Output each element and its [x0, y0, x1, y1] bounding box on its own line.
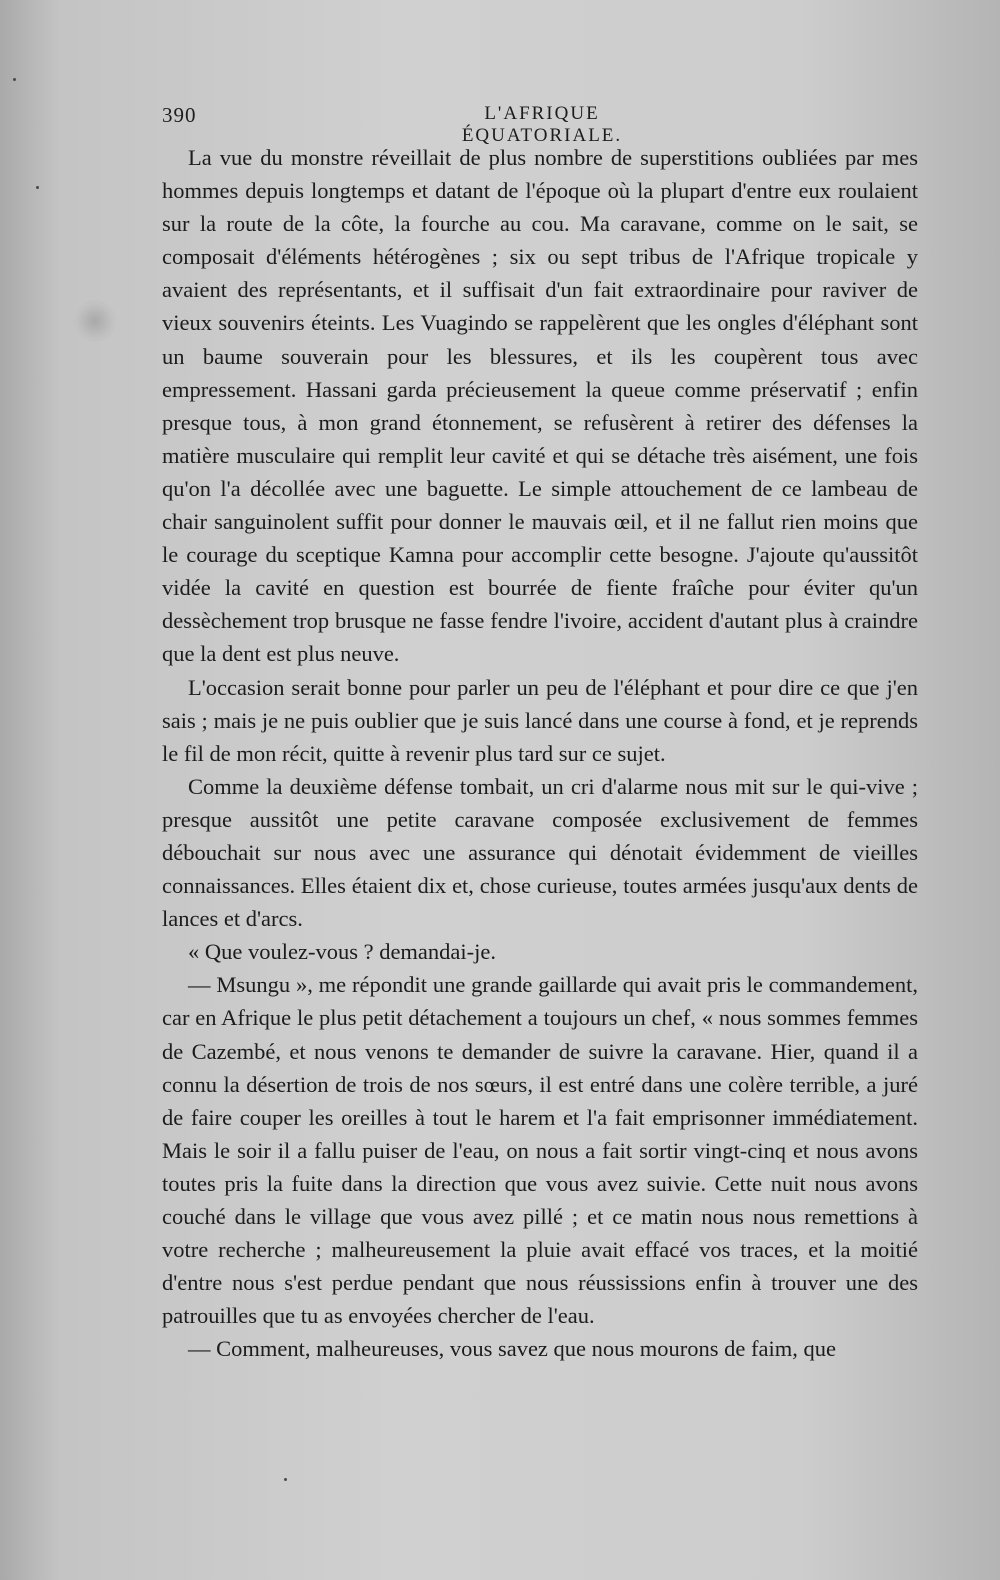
paper-speck — [284, 1478, 287, 1481]
paragraph: La vue du monstre réveillait de plus nombre de superstitions oubliées par mes hommes depuis longtemps et datant de l'époque où la plupart d'entre eux roulaient sur la route de la côte, la fourche au cou. Ma caravane, comme on le sait, se composait d'éléments hétérogènes ; six ou sept tribus de l'Afrique tropicale y avaient des représentants, et il suffisait d'un fait extraordinaire pour raviver de vieux souvenirs éteints. Les Vuagindo se rappelèrent que les ongles d'éléphant sont un baume souverain pour les blessures, et ils les coupèrent tous avec empressement. Hassani garda précieusement la queue comme préservatif ; enfin presque tous, à mon grand étonnement, se refusèrent à retirer des défenses la matière musculaire qui remplit leur cavité et qui se détache très aisément, une fois qu'on l'a décollée avec une baguette. Le simple attouchement de ce lambeau de chair sanguinolent suffit pour donner le mauvais œil, et il ne fallut rien moins que le courage du sceptique Kamna pour accomplir cette besogne. J'ajoute qu'aussitôt vidée la cavité en question est bourrée de fiente fraîche pour éviter qu'un dessèchement trop brusque ne fasse fendre l'ivoire, accident d'autant plus à craindre que la dent est plus neuve. — [162, 145, 918, 667]
paragraph: — Comment, malheureuses, vous savez que nous mourons de faim, que — [188, 1336, 836, 1362]
paragraph: L'occasion serait bonne pour parler un peu de l'éléphant et pour dire ce que j'en sais ; mais je ne puis oublier que je suis lancé dans une course à fond, et je reprends le fil de mon récit, quitte à revenir plus tard sur ce sujet. — [162, 674, 918, 766]
paragraph: « Que voulez-vous ? demandai-je. — [188, 939, 497, 965]
page-number: 390 — [162, 103, 197, 127]
paragraph: Comme la deuxième défense tombait, un cri d'alarme nous mit sur le qui-vive ; presque aussitôt une petite caravane composée exclusivement de femmes débouchait sur nous avec une assurance qui dénotait évidemment de vieilles connaissances. Elles étaient dix et, chose curieuse, toutes armées jusqu'aux dents de lances et d'arcs. — [162, 773, 918, 932]
paper-stain — [74, 300, 116, 342]
running-header — [162, 103, 918, 146]
paper-speck — [36, 186, 39, 189]
running-title: L'AFRIQUE ÉQUATORIALE. — [461, 103, 623, 146]
paragraph: — Msungu », me répondit une grande gaillarde qui avait pris le commandement, car en Afrique le plus petit détachement a toujours un chef, « nous sommes femmes de Cazembé, et nous venons te demander de suivre la caravane. Hier, quand il a connu la désertion de trois de nos sœurs, il est entré dans une colère terrible, a juré de faire couper les oreilles à tout le harem et l'a fait emprisonner immédiatement. Mais le soir il a fallu puiser de l'eau, on nous a fait sortir vingt-cinq et nous avons toutes pris la fuite dans la direction que vous avez suivie. Cette nuit nous avons couché dans le village que vous avez pillé ; et ce matin nous nous remettions à votre recherche ; malheureusement la pluie avait effacé vos traces, et la moitié d'entre nous s'est perdue pendant que nous réussissions enfin à trouver une des patrouilles que tu as envoyées chercher de l'eau. — [162, 972, 918, 1329]
paper-speck — [13, 78, 16, 81]
body-text — [162, 141, 918, 1365]
